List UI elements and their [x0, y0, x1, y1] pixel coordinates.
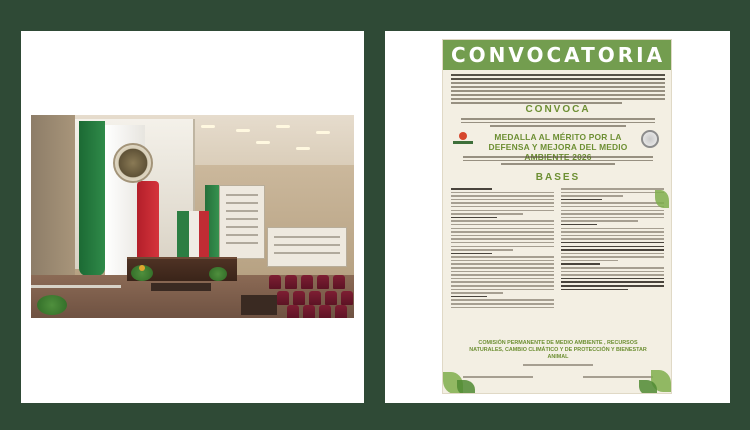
ceiling-light — [236, 129, 250, 132]
inscription-plaque — [267, 227, 347, 267]
seat — [319, 305, 331, 318]
plant — [37, 295, 67, 315]
national-emblem — [113, 143, 153, 183]
intro-text-block — [451, 74, 665, 106]
ceiling-light — [201, 125, 215, 128]
bases-column-left — [451, 188, 554, 310]
seat — [287, 305, 299, 318]
inscription-plaque — [219, 185, 265, 259]
ceiling-light — [256, 141, 270, 144]
signature-line — [583, 376, 653, 378]
convoca-heading: CONVOCA — [525, 104, 591, 115]
award-title: MEDALLA AL MÉRITO POR LA DEFENSA Y MEJORA DEL MEDIO — [488, 132, 628, 152]
poster-title-band — [443, 40, 672, 70]
signature-line — [463, 376, 533, 378]
flag-green-stripe — [79, 121, 105, 276]
seat — [285, 275, 297, 289]
bases-heading: BASES — [535, 172, 581, 183]
seat — [341, 291, 353, 305]
signature-line — [523, 364, 593, 366]
seat — [293, 291, 305, 305]
seat — [325, 291, 337, 305]
bases-column-right — [561, 188, 664, 292]
seat — [333, 275, 345, 289]
seat — [303, 305, 315, 318]
legislative-chamber-photo — [31, 115, 354, 318]
convocatoria-poster — [442, 39, 672, 394]
announce-text-block — [461, 118, 655, 129]
railing — [31, 285, 121, 288]
lectern — [241, 295, 277, 315]
seat — [317, 275, 329, 289]
seat — [309, 291, 321, 305]
ceiling-light — [296, 147, 310, 150]
flower — [139, 265, 145, 271]
seat — [335, 305, 347, 318]
award-description — [463, 156, 653, 167]
desk — [151, 283, 211, 291]
seat — [277, 291, 289, 305]
plant — [209, 267, 227, 281]
photo-card — [21, 31, 364, 403]
ceiling-light — [316, 131, 330, 134]
leaf-decoration — [655, 190, 669, 208]
seat — [269, 275, 281, 289]
poster-title: CONVOCATORIA — [450, 43, 666, 67]
ceiling-light — [276, 125, 290, 128]
commission-name: COMISIÓN PERMANENTE DE MEDIO AMBIENTE , RECURSOS NATURALES, CAMBIO CLIMÁTICO Y DE PROTECCIÓN Y BIENESTAR ANIMAL — [469, 340, 647, 360]
leaf-decoration — [457, 380, 475, 394]
poster-card — [385, 31, 730, 403]
seat — [301, 275, 313, 289]
